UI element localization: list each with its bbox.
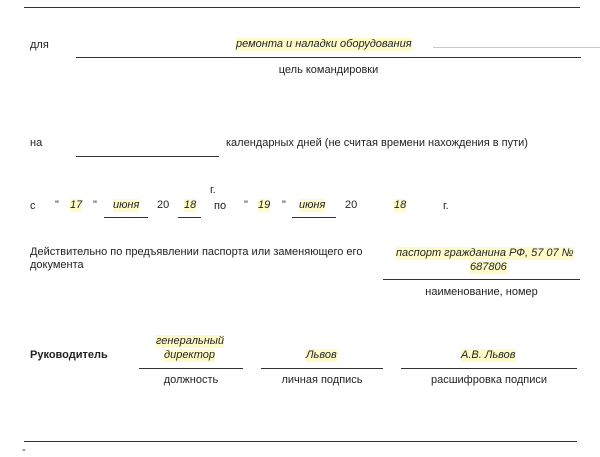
from-month[interactable]: июня: [113, 199, 140, 211]
position-line1[interactable]: генеральный: [156, 335, 224, 347]
to-day[interactable]: 19: [258, 199, 271, 211]
from-year-prefix: 20: [157, 199, 170, 211]
position-underline: [139, 368, 243, 369]
passport-value-line1[interactable]: паспорт гражданина РФ, 57 07 №: [396, 247, 574, 259]
to-year-prefix: 20: [345, 199, 358, 211]
sign-caption: личная подпись: [281, 374, 363, 386]
year-suffix-top: г.: [210, 184, 216, 196]
from-quote-open: ": [55, 199, 59, 211]
sign-value[interactable]: Львов: [306, 349, 337, 361]
to-month[interactable]: июня: [299, 199, 326, 211]
to-label: по: [214, 200, 227, 212]
to-year[interactable]: 18: [394, 199, 407, 211]
duration-suffix: календарных дней (не считая времени нахождения в пути): [226, 137, 528, 149]
from-month-underline: [104, 217, 148, 218]
to-month-underline: [292, 217, 336, 218]
position-line2[interactable]: директор: [164, 349, 216, 361]
year-suffix: г.: [443, 200, 449, 212]
footer-mark: -: [22, 444, 26, 456]
purpose-underline: [76, 57, 581, 58]
sign-underline: [261, 368, 383, 369]
duration-value[interactable]: [76, 137, 219, 151]
from-quote-close: ": [93, 199, 97, 211]
passport-underline: [383, 279, 580, 280]
to-quote-close: ": [282, 199, 286, 211]
top-rule: [24, 7, 580, 8]
decode-underline: [401, 368, 577, 369]
decode-value[interactable]: А.В. Львов: [461, 349, 516, 361]
purpose-prefix: для: [30, 39, 49, 51]
purpose-value[interactable]: ремонта и наладки оборудования: [236, 38, 412, 50]
passport-caption: наименование, номер: [425, 286, 538, 298]
from-year[interactable]: 18: [184, 199, 197, 211]
from-label: с: [30, 200, 36, 212]
to-quote-open: ": [244, 199, 248, 211]
duration-underline: [76, 156, 219, 157]
passport-value-line2[interactable]: 687806: [470, 261, 507, 273]
decode-caption: расшифровка подписи: [430, 374, 548, 386]
position-caption: должность: [163, 374, 219, 386]
bottom-rule: [24, 441, 577, 442]
passport-label: Действительно по предъявлении паспорта или заменяющего его документа: [30, 246, 363, 271]
purpose-caption: цель командировки: [278, 64, 379, 76]
signature-label: Руководитель: [30, 349, 108, 361]
from-day[interactable]: 17: [70, 199, 83, 211]
duration-prefix: на: [30, 137, 43, 149]
purpose-line-extension: [433, 47, 600, 48]
from-year-underline: [178, 217, 201, 218]
